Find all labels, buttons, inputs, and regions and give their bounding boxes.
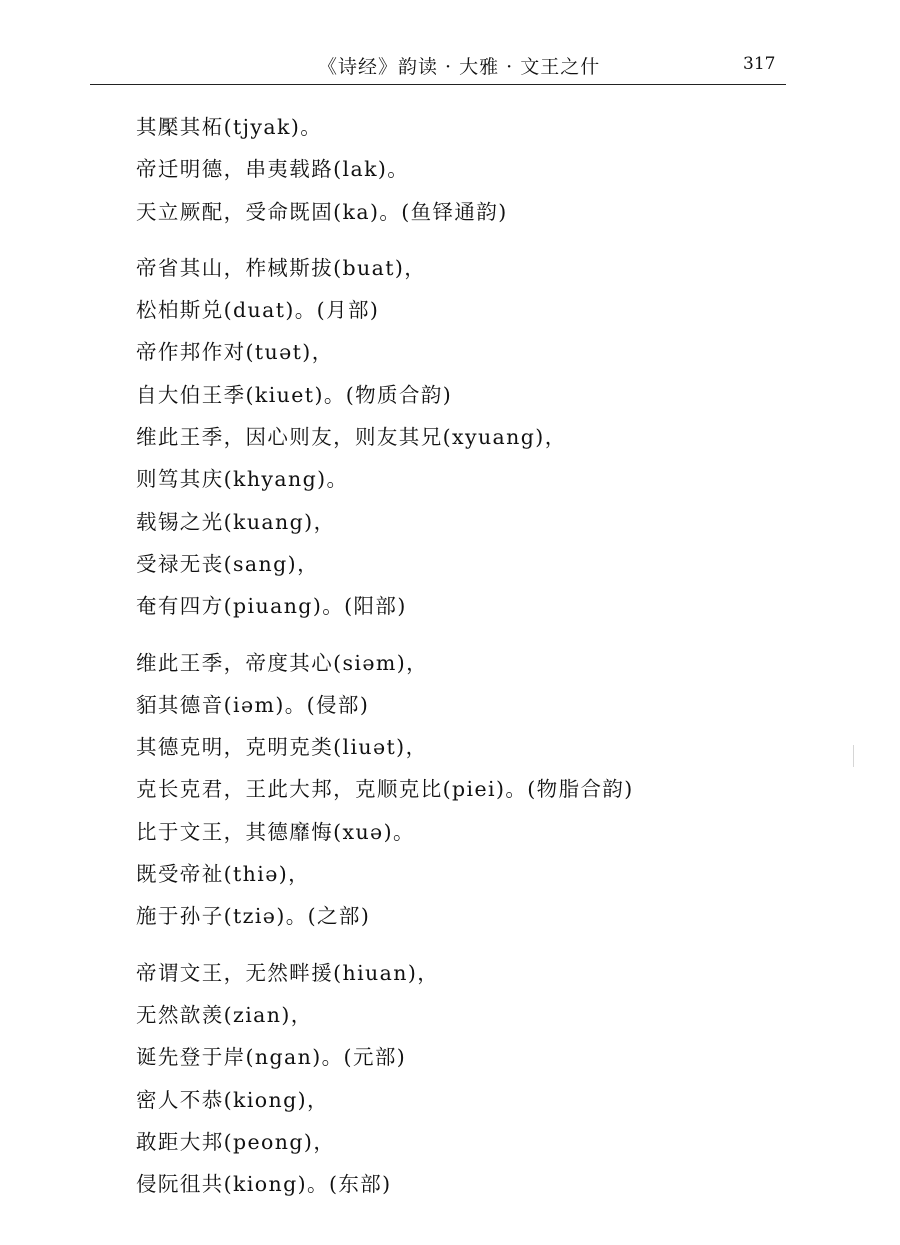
verse-line: 受禄无丧(sang)， [136, 551, 319, 576]
verse-line: 诞先登于岸(ngan)。(元部) [136, 1045, 407, 1070]
verse-line: 帝省其山，柞棫斯拔(buat)， [136, 255, 427, 280]
verse-line: 密人不恭(kiong)， [136, 1087, 329, 1112]
verse-line: 维此王季，因心则友，则友其兄(xyuang)， [136, 425, 567, 450]
verse-line: 其檿其柘(tjyak)。 [136, 115, 323, 139]
verse-line: 其德克明，克明克类(liuət)， [136, 735, 428, 760]
stanza-4 [136, 952, 836, 1206]
verse-line: 松柏斯兑(duat)。(月部) [136, 298, 380, 323]
stanza-2 [136, 247, 836, 628]
verse-line: 克长克君，王此大邦，克顺克比(piei)。(物脂合韵) [136, 777, 634, 802]
verse-line: 貊其德音(iəm)。(侵部) [136, 692, 370, 717]
verse-line: 自大伯王季(kiuet)。(物质合韵) [136, 382, 453, 407]
running-title: 《诗经》韵读 · 大雅 · 文王之什 [318, 56, 601, 78]
verse-line: 帝迁明德，串夷载路(lak)。 [136, 157, 410, 182]
page-number: 317 [743, 54, 776, 74]
verse-line: 无然歆羡(zian)， [136, 1002, 313, 1027]
verse-line: 帝谓文王，无然畔援(hiuan)， [136, 960, 440, 985]
verse-line: 施于孙子(tziə)。(之部) [136, 904, 371, 929]
verse-line: 维此王季，帝度其心(siəm)， [136, 650, 429, 675]
page-header [0, 52, 900, 82]
header-rule [90, 84, 786, 85]
stanza-3 [136, 642, 836, 938]
stanza-1 [136, 106, 836, 233]
poem-body [136, 106, 836, 1205]
verse-line: 侵阮徂共(kiong)。(东部) [136, 1172, 392, 1197]
verse-line: 帝作邦作对(tuət)， [136, 340, 334, 365]
verse-line: 敢距大邦(peong)， [136, 1129, 336, 1154]
verse-line: 载锡之光(kuang)， [136, 509, 336, 534]
verse-line: 奄有四方(piuang)。(阳部) [136, 594, 407, 619]
scan-speck [853, 745, 854, 767]
verse-line: 则笃其庆(khyang)。 [136, 467, 349, 492]
verse-line: 比于文王，其德靡悔(xuə)。 [136, 819, 415, 844]
verse-line: 既受帝祉(thiə)， [136, 862, 311, 887]
verse-line: 天立厥配，受命既固(ka)。(鱼铎通韵) [136, 199, 508, 224]
